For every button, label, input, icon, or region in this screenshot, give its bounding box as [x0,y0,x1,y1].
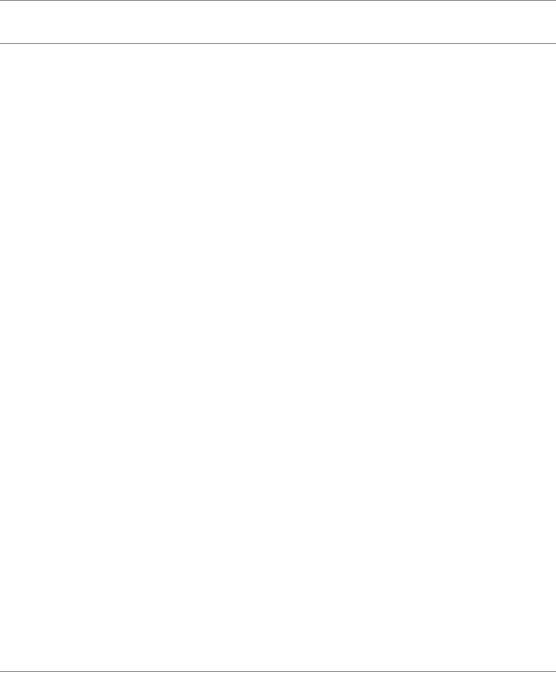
table-bottom-rule [0,671,556,672]
table-header-rule [0,43,556,44]
table-top-rule [0,0,556,1]
